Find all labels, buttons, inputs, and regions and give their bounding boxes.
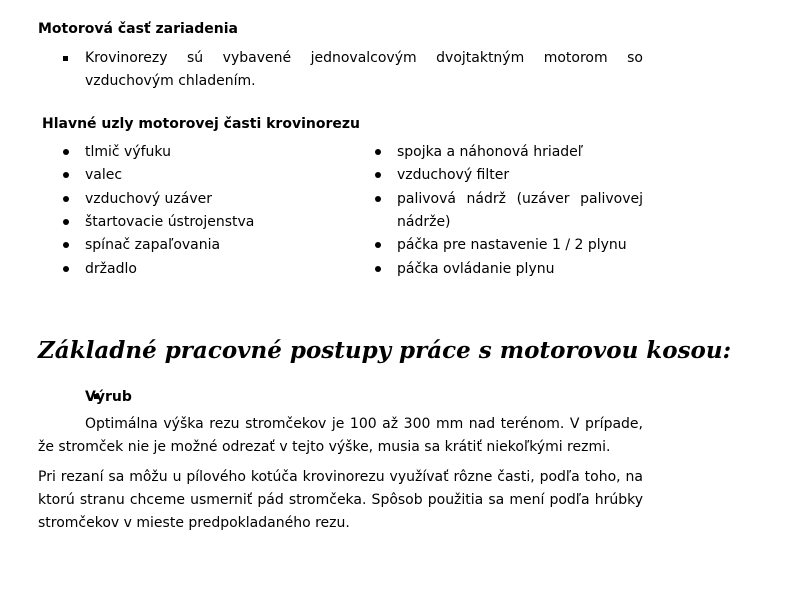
list-item: vzduchový uzáver <box>85 191 213 207</box>
list-item: držadlo <box>85 261 137 277</box>
paragraph-1: Optimálna výška rezu stromčekov je 100 až 300 mm nad terénom. V prípade, že stromček nie je možné odrezať v tejto výške, musia sa krátiť niekoľkými rezmi. <box>38 416 643 455</box>
dot-bullet-icon <box>63 242 69 248</box>
motor-section-title: Motorová časť zariadenia <box>38 21 238 37</box>
list-item: štartovacie ústrojenstva <box>85 214 255 230</box>
paragraph-2: Pri rezaní sa môžu u pílového kotúča krovinorezu využívať rôzne časti, podľa toho, na ktorú stranu chceme usmerniť pád stromčeka. Spôsob použitia sa mení podľa hrúbky stromčekov v mieste predpokladaného rezu. <box>38 469 643 531</box>
list-item: páčka ovládanie plynu <box>397 261 555 277</box>
dot-bullet-icon <box>63 266 69 272</box>
dot-bullet-icon <box>375 149 381 155</box>
list-item: tlmič výfuku <box>85 144 171 160</box>
vyrub-label: Výrub <box>85 389 132 405</box>
nodes-section-title: Hlavné uzly motorovej časti krovinorezu <box>42 116 360 132</box>
dot-bullet-icon <box>375 196 381 202</box>
dot-bullet-icon <box>375 266 381 272</box>
motor-bullet-text: Krovinorezy sú vybavené jednovalcovým dvojtaktným motorom so vzduchovým chladením. <box>85 50 643 89</box>
dot-bullet-icon <box>63 149 69 155</box>
list-item: spínač zapaľovania <box>85 237 221 253</box>
list-item: valec <box>85 167 123 183</box>
dot-bullet-icon <box>375 172 381 178</box>
vyrub-title <box>85 388 132 406</box>
list-item: palivová nádrž (uzáver palivovej nádrže) <box>397 191 643 230</box>
list-item: páčka pre nastavenie 1 / 2 plynu <box>397 237 627 253</box>
list-item: spojka a náhonová hriadeľ <box>397 144 584 160</box>
dot-bullet-icon <box>63 196 69 202</box>
list-item: vzduchový filter <box>397 167 510 183</box>
dot-bullet-icon <box>375 242 381 248</box>
dot-bullet-icon <box>63 219 69 225</box>
dot-bullet-icon <box>63 172 69 178</box>
main-heading: Základné pracovné postupy práce s motorovou kosou: <box>38 337 732 364</box>
square-bullet-icon <box>63 56 68 61</box>
